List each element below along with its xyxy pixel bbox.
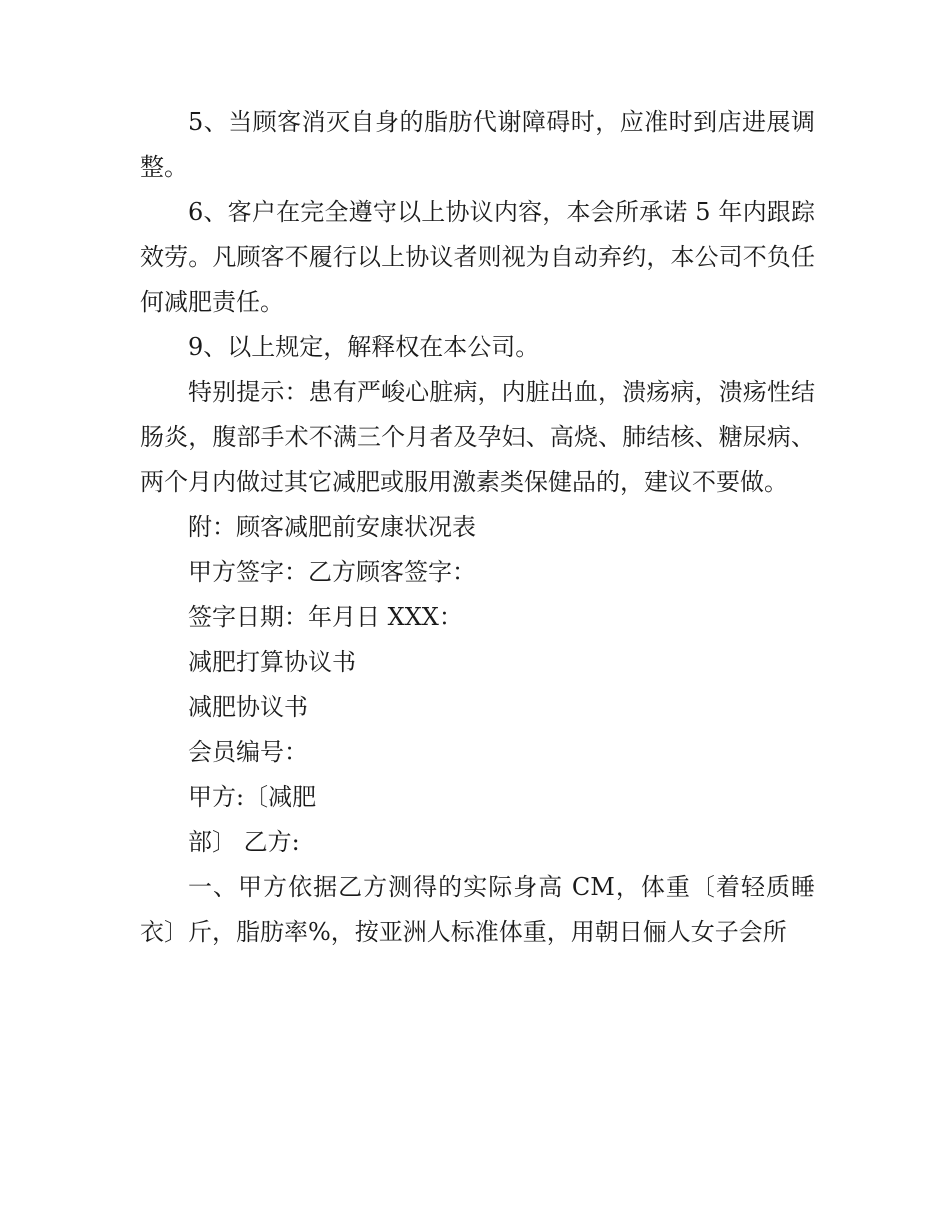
- paragraph-item-6: 6、客户在完全遵守以上协议内容，本会所承诺 5 年内跟踪效劳。凡顾客不履行以上协议者则视为自动弃约，本公司不负任何减肥责任。: [140, 198, 815, 316]
- signature-line: 甲方签字：乙方顾客签字：: [188, 558, 476, 586]
- paragraph-item-9: 9、以上规定，解释权在本公司。: [188, 333, 540, 361]
- special-notice: 特别提示：患有严峻心脏病，内脏出血，溃疡病，溃疡性结肠炎，腹部手术不满三个月者及孕妇、高烧、肺结核、糖尿病、两个月内做过其它减肥或服用激素类保健品的，建议不要做。: [140, 378, 815, 496]
- document-body: [140, 100, 815, 955]
- party-a-line: 甲方:〔减肥: [188, 783, 317, 811]
- plan-agreement-title: 减肥打算协议书: [188, 648, 356, 676]
- member-number-line: 会员编号：: [188, 738, 308, 766]
- agreement-title: 减肥协议书: [188, 693, 308, 721]
- signature-date-line: 签字日期：年月日 XXX：: [188, 603, 463, 631]
- party-b-line: 部〕 乙方:: [188, 828, 300, 856]
- clause-one: 一、甲方依据乙方测得的实际身高 CM，体重〔着轻质睡衣〕斤，脂肪率%，按亚洲人标准体重，用朝日俪人女子会所: [140, 873, 815, 946]
- appendix-line: 附：顾客减肥前安康状况表: [188, 513, 476, 541]
- paragraph-item-5: 5、当顾客消灭自身的脂肪代谢障碍时，应准时到店进展调整。: [140, 108, 815, 181]
